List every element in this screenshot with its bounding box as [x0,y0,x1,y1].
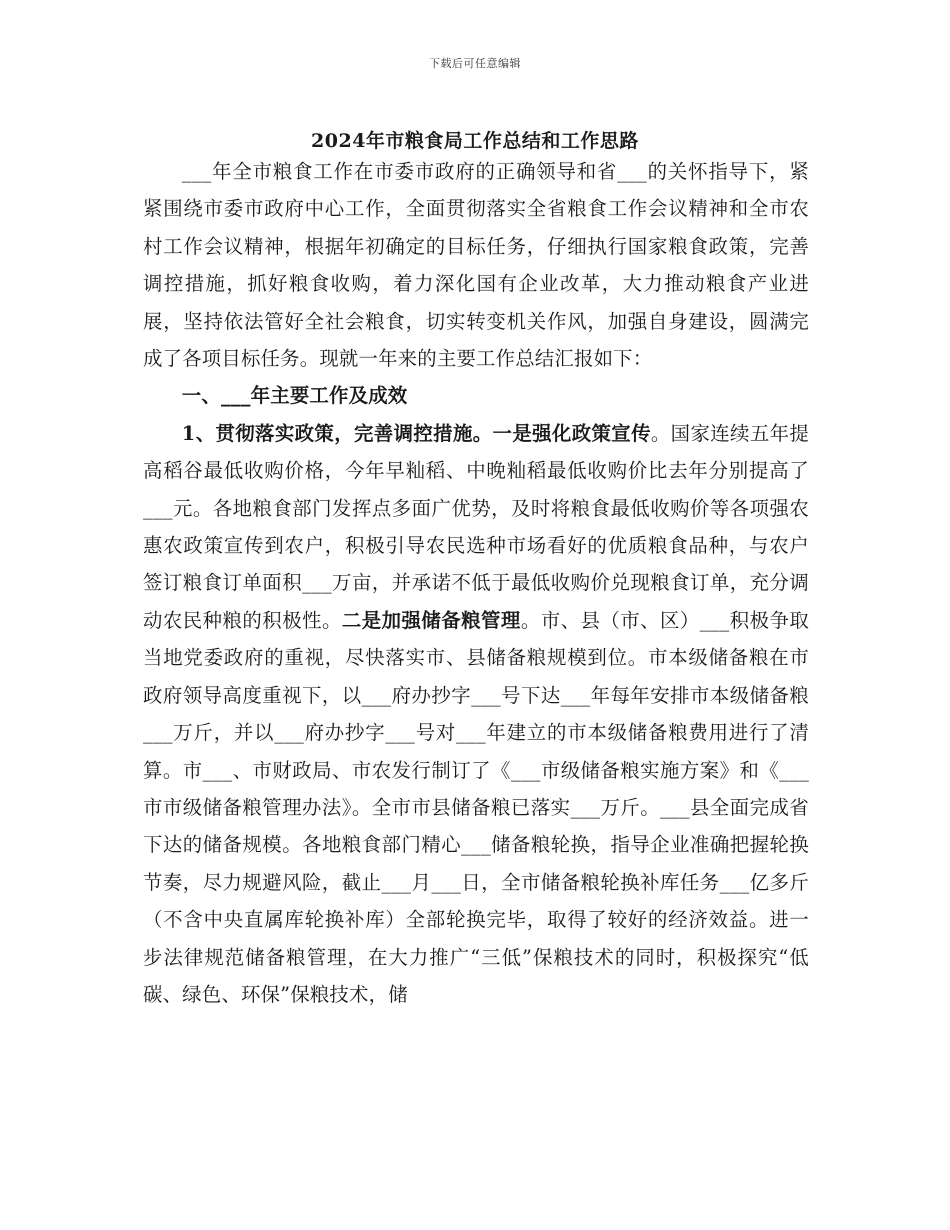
header-note: 下载后可任意编辑 [429,57,521,70]
policy-sub1-text: 。国家连续五年提高稻谷最低收购价格，今年早籼稻、中晚籼稻最低收购价比去年分别提高了___元。各地粮食部门发挥点多面广优势，及时将粮食最低收购价等各项强农惠农政策宣传到农户，积极引导农民选种市场看好的优质粮食品种，与农户签订粮食订单面积___万亩，并承诺不低于最低收购价兑现粮食订单，充分调动农民种粮的积极性。 [143,421,809,632]
policy-paragraph [143,415,809,1014]
policy-lead: 1、贯彻落实政策，完善调控措施。 [181,421,493,445]
policy-sub2-title: 二是加强储备粮管理 [341,608,521,632]
policy-sub2-text: 。市、县（市、区）___积极争取当地党委政府的重视，尽快落实市、县储备粮规模到位。市本级储备粮在市政府领导高度重视下，以___府办抄字___号下达___年每年安排市本级储备粮___万斤，并以___府办抄字___号对___年建立的市本级储备粮费用进行了清算。市___、市财政局、市农发行制订了《___市级储备粮实施方案》和《___市市级储备粮管理办法》。全市市县储备粮已落实___万斤。___县全面完成省下达的储备规模。各地粮食部门精心___储备粮轮换，指导企业准确把握轮换节奏，尽力规避风险，截止___月___日，全市储备粮轮换补库任务___亿多斤（不含中央直属库轮换补库）全部轮换完毕，取得了较好的经济效益。进一步法律规范储备粮管理，在大力推广“三低”保粮技术的同时，积极探究“低碳、绿色、环保”保粮技术，储 [143,608,809,1006]
policy-sub1-title: 一是强化政策宣传 [492,421,651,445]
document-title: 2024年市粮食局工作总结和工作思路 [311,130,639,152]
intro-paragraph: ___年全市粮食工作在市委市政府的正确领导和省___的关怀指导下，紧紧围绕市委市政府中心工作，全面贯彻落实全省粮食工作会议精神和全市农村工作会议精神，根据年初确定的目标任务，仔细执行国家粮食政策，完善调控措施，抓好粮食收购，着力深化国有企业改革，大力推动粮食产业进展，坚持依法管好全社会粮食，切实转变机关作风，加强自身建设，圆满完成了各项目标任务。现就一年来的主要工作总结汇报如下： [143,160,809,371]
section-heading: 一、___年主要工作及成效 [181,384,408,408]
document-body [143,153,809,1013]
